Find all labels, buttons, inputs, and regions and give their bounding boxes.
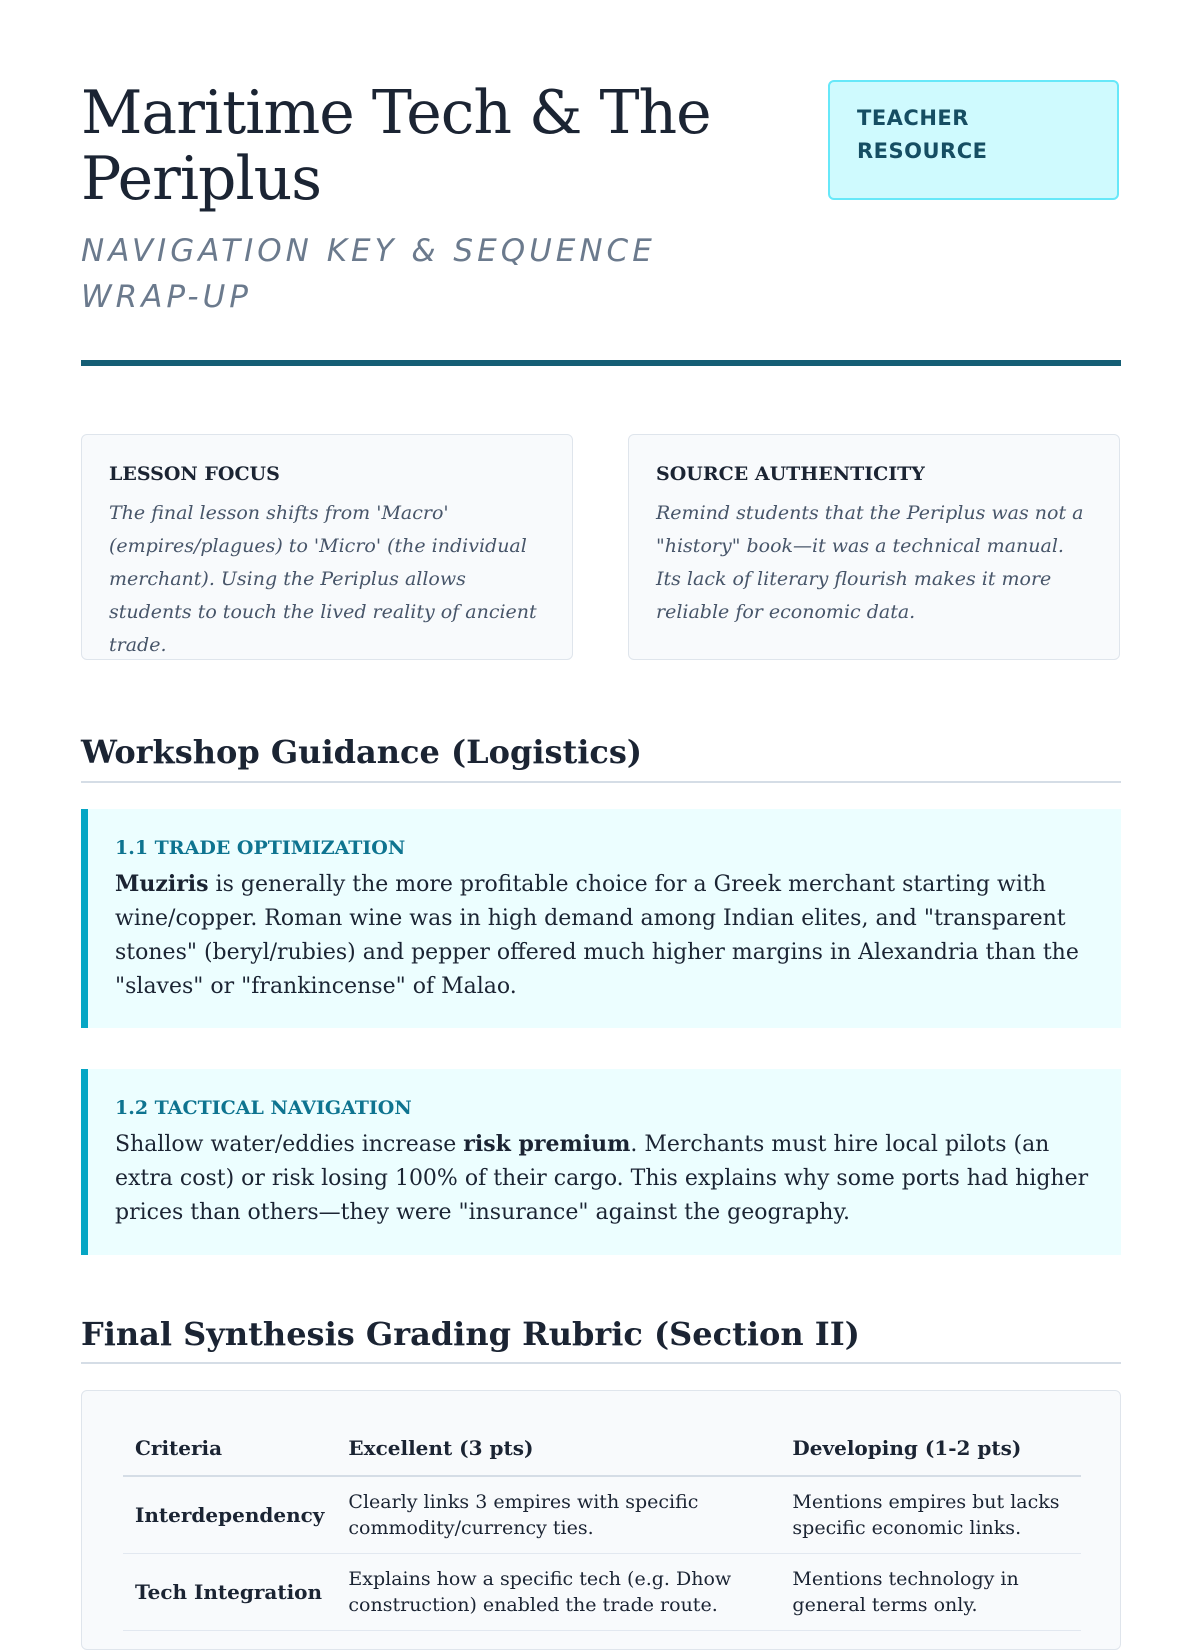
tactical-navigation-rest: . Merchants must hire local pilots (an extra cost) or risk losing 100% of their cargo. This explains why some ports had higher prices than others—they were "insurance" against the geography.: [115, 1132, 1089, 1225]
info-cards: [81, 434, 1121, 660]
risk-premium-emphasis: risk premium: [463, 1131, 631, 1157]
source-authenticity-body: Remind students that the Periplus was not a "history" book—it was a technical manual. Its lack of literary flourish makes it more reliable for economic data.: [656, 502, 1084, 623]
tactical-navigation-lead: Shallow water/eddies increase: [115, 1132, 464, 1157]
workshop-heading: Workshop Guidance (Logistics): [81, 733, 643, 771]
tactical-navigation-text: [115, 1127, 1091, 1230]
column-header-criteria: Criteria: [123, 1419, 336, 1476]
excellent-cell: Clearly links 3 empires with specific commodity/currency ties.: [336, 1476, 780, 1554]
lesson-focus-card: [81, 434, 573, 660]
trade-optimization-callout: [81, 809, 1121, 1028]
criteria-cell: Tech Integration: [123, 1554, 336, 1631]
badge-line-2: RESOURCE: [857, 139, 988, 163]
header-divider: [81, 360, 1121, 366]
page-subtitle: NAVIGATION KEY & SEQUENCE WRAP-UP: [81, 233, 656, 315]
excellent-cell: Explains how a specific tech (e.g. Dhow construction) enabled the trade route.: [336, 1554, 780, 1631]
trade-optimization-label: 1.1 TRADE OPTIMIZATION: [115, 837, 406, 859]
table-row: [123, 1554, 1081, 1631]
criteria-cell: Interdependency: [123, 1476, 336, 1554]
muziris-emphasis: Muziris: [115, 871, 209, 897]
workshop-divider: [81, 781, 1121, 783]
rubric-divider: [81, 1362, 1121, 1364]
rubric-table: [123, 1419, 1081, 1631]
tactical-navigation-callout: [81, 1069, 1121, 1255]
lesson-focus-heading: LESSON FOCUS: [109, 463, 280, 485]
source-authenticity-heading: SOURCE AUTHENTICITY: [656, 463, 925, 485]
page-header: [81, 0, 1121, 368]
source-authenticity-card: [628, 434, 1120, 660]
rubric-header-row: [123, 1419, 1081, 1476]
developing-cell: Mentions technology in general terms only.: [780, 1554, 1081, 1631]
column-header-developing: Developing (1-2 pts): [780, 1419, 1081, 1476]
teacher-resource-page: [81, 0, 1121, 1616]
table-row: [123, 1476, 1081, 1554]
teacher-resource-badge: [828, 80, 1119, 200]
tactical-navigation-label: 1.2 TACTICAL NAVIGATION: [115, 1097, 412, 1119]
badge-line-1: TEACHER: [857, 106, 969, 130]
page-title: Maritime Tech & The Periplus: [81, 78, 711, 214]
rubric-heading: Final Synthesis Grading Rubric (Section II): [81, 1315, 860, 1353]
column-header-excellent: Excellent (3 pts): [336, 1419, 780, 1476]
rubric-panel: [81, 1390, 1121, 1650]
trade-optimization-rest: is generally the more profitable choice for a Greek merchant starting with wine/copper. Roman wine was in high demand among Indian elites, and "transparent stones" (beryl/rubies) and pepper offered much higher margins in Alexandria than the "slaves" or "frankincense" of Malao.: [115, 872, 1079, 999]
developing-cell: Mentions empires but lacks specific economic links.: [780, 1476, 1081, 1554]
lesson-focus-body: The final lesson shifts from 'Macro' (empires/plagues) to 'Micro' (the individual merchant). Using the Periplus allows students to touch the lived reality of ancient trade.: [109, 502, 537, 656]
trade-optimization-text: [115, 867, 1091, 1004]
